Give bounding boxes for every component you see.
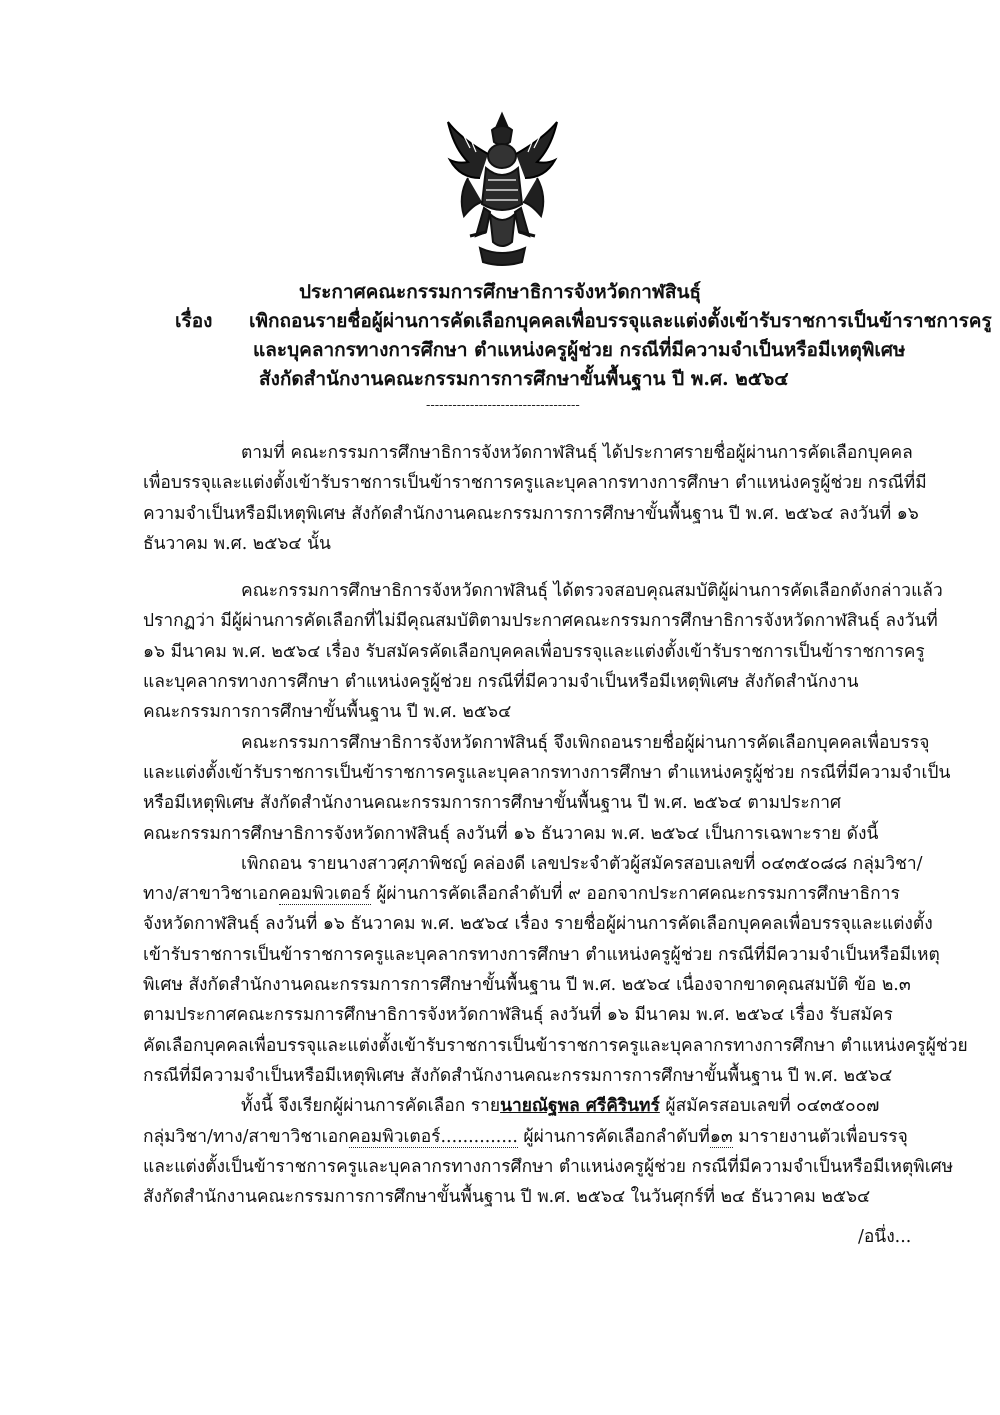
paragraph-line: และบุคลากรทางการศึกษา ตำแหน่งครูผู้ช่วย กรณีที่มีความจำเป็นหรือมีเหตุพิเศษ สังกัดสำนักงาน (143, 672, 859, 693)
header-divider: ----------------------------------- (426, 398, 580, 413)
candidate-name: นายณัฐพล ศรีคิรินทร์ (500, 1096, 660, 1117)
field-label: ทั้งนี้ จึงเรียกผู้ผ่านการคัดเลือก ราย (241, 1096, 501, 1117)
paragraph-summon (143, 1091, 954, 1212)
subject-line: สังกัดสำนักงานคณะกรรมการการศึกษาขั้นพื้นฐาน ปี พ.ศ. ๒๕๖๔ (259, 368, 789, 390)
paragraph-line: ๑๖ มีนาคม พ.ศ. ๒๕๖๔ เรื่อง รับสมัครคัดเลือกบุคคลเพื่อบรรจุและแต่งตั้งเข้ารับราชการเป็นข้าราชการครู (143, 641, 925, 662)
paragraph-line: กรณีที่มีความจำเป็นหรือมีเหตุพิเศษ สังกัดสำนักงานคณะกรรมการการศึกษาขั้นพื้นฐาน ปี พ.ศ. ๒๕๖๔ (143, 1065, 893, 1086)
paragraph-line: เข้ารับราชการเป็นข้าราชการครูและบุคลากรทางการศึกษา ตำแหน่งครูผู้ช่วย กรณีที่มีความจำเป็นหรือมีเหตุ (143, 944, 940, 965)
paragraph-line: ตามประกาศคณะกรรมการศึกษาธิการจังหวัดกาฬสินธุ์ ลงวันที่ ๑๖ มีนาคม พ.ศ. ๒๕๖๔ เรื่อง รับสมัคร (143, 1005, 893, 1026)
paragraph-line: คัดเลือกบุคคลเพื่อบรรจุและแต่งตั้งเข้ารับราชการเป็นข้าราชการครูและบุคลากรทางการศึกษา ตำแหน่งครูผู้ช่วย (143, 1035, 968, 1056)
field-label: ทาง/สาขาวิชาเอก (143, 884, 279, 905)
paragraph-line: คณะกรรมการศึกษาธิการจังหวัดกาฬสินธุ์ ได้ตรวจสอบคุณสมบัติผู้ผ่านการคัดเลือกดังกล่าวแล้ว (241, 581, 943, 602)
announcement-body (143, 438, 968, 1212)
paragraph-line (143, 1122, 938, 1152)
paragraph-revocation-detail (143, 849, 968, 1091)
subject-field-value: คอมพิวเตอร์.............. (348, 1126, 518, 1147)
paragraph-line: ความจำเป็นหรือมีเหตุพิเศษ สังกัดสำนักงานคณะกรรมการการศึกษาขั้นพื้นฐาน ปี พ.ศ. ๒๕๖๔ ลงวันที่ ๑๖ (143, 503, 919, 524)
paragraph-line (143, 879, 938, 909)
rank-field-value: ๑๓ (709, 1126, 733, 1147)
paragraph-line: สังกัดสำนักงานคณะกรรมการการศึกษาขั้นพื้นฐาน ปี พ.ศ. ๒๕๖๔ ในวันศุกร์ที่ ๒๔ ธันวาคม ๒๕๖๔ (143, 1187, 871, 1208)
paragraph-line (143, 1091, 938, 1121)
paragraph-line: คณะกรรมการการศึกษาขั้นพื้นฐาน ปี พ.ศ. ๒๕๖๔ (143, 702, 512, 723)
paragraph-line: เพื่อบรรจุและแต่งตั้งเข้ารับราชการเป็นข้าราชการครูและบุคลากรทางการศึกษา ตำแหน่งครูผู้ช่วย กรณีที่มี (143, 473, 927, 494)
paragraph-line: หรือมีเหตุพิเศษ สังกัดสำนักงานคณะกรรมการการศึกษาขั้นพื้นฐาน ปี พ.ศ. ๒๕๖๔ ตามประกาศ (143, 793, 842, 814)
field-label: มารายงานตัวเพื่อบรรจุ (732, 1126, 908, 1147)
paragraph-finding (143, 576, 943, 727)
paragraph-line: จังหวัดกาฬสินธุ์ ลงวันที่ ๑๖ ธันวาคม พ.ศ. ๒๕๖๔ เรื่อง รายชื่อผู้ผ่านการคัดเลือกบุคคลเพื่อบรรจุและแต่งตั้ง (143, 914, 933, 935)
paragraph-reference (143, 438, 938, 559)
continuation-marker: /อนึ่ง... (858, 1227, 912, 1247)
field-label: ผู้ผ่านการคัดเลือกลำดับที่ ๙ ออกจากประกาศคณะกรรมการศึกษาธิการ (370, 884, 900, 905)
paragraph-line: เพิกถอน รายนางสาวศุภาพิชญ์ คล่องดี เลขประจำตัวผู้สมัครสอบเลขที่ ๐๔๓๕๐๘๘ กลุ่มวิชา/ (241, 853, 923, 874)
field-label: ผู้สมัครสอบเลขที่ ๐๔๓๕๐๐๗ (659, 1096, 880, 1117)
field-label: ผู้ผ่านการคัดเลือกลำดับที่ (517, 1126, 710, 1147)
paragraph-line: ตามที่ คณะกรรมการศึกษาธิการจังหวัดกาฬสินธุ์ ได้ประกาศรายชื่อผู้ผ่านการคัดเลือกบุคคล (241, 443, 913, 463)
announcement-title: ประกาศคณะกรรมการศึกษาธิการจังหวัดกาฬสินธุ์ (298, 281, 702, 303)
subject-label: เรื่อง (175, 310, 213, 332)
subject-block (175, 307, 1000, 394)
paragraph-line: ธันวาคม พ.ศ. ๒๕๖๔ นั้น (143, 533, 331, 554)
paragraph-revocation-intro (143, 728, 951, 849)
paragraph-line: และแต่งตั้งเข้ารับราชการเป็นข้าราชการครูและบุคลากรทางการศึกษา ตำแหน่งครูผู้ช่วย กรณีที่มีความจำเป็น (143, 762, 951, 783)
paragraph-line: ปรากฏว่า มีผู้ผ่านการคัดเลือกที่ไม่มีคุณสมบัติตามประกาศคณะกรรมการศึกษาธิการจังหวัดกาฬสินธุ์ ลงวันที่ (143, 611, 938, 632)
paragraph-line: และแต่งตั้งเป็นข้าราชการครูและบุคลากรทางการศึกษา ตำแหน่งครูผู้ช่วย กรณีที่มีความจำเป็นหรือมีเหตุพิเศษ (143, 1156, 954, 1177)
subject-field-value: คอมพิวเตอร์ (278, 884, 371, 905)
field-label: กลุ่มวิชา/ทาง/สาขาวิชาเอก (143, 1126, 349, 1147)
subject-line: และบุคลากรทางการศึกษา ตำแหน่งครูผู้ช่วย กรณีที่มีความจำเป็นหรือมีเหตุพิเศษ (253, 339, 906, 361)
announcement-header (0, 278, 1000, 394)
paragraph-line: พิเศษ สังกัดสำนักงานคณะกรรมการการศึกษาขั้นพื้นฐาน ปี พ.ศ. ๒๕๖๔ เนื่องจากขาดคุณสมบัติ ข้อ ๒.๓ (143, 975, 911, 996)
paragraph-line: คณะกรรมการศึกษาธิการจังหวัดกาฬสินธุ์ ลงวันที่ ๑๖ ธันวาคม พ.ศ. ๒๕๖๔ เป็นการเฉพาะราย ดังนี้ (143, 823, 879, 844)
subject-line: เพิกถอนรายชื่อผู้ผ่านการคัดเลือกบุคคลเพื่อบรรจุและแต่งตั้งเข้ารับราชการเป็นข้าราชการครู (249, 310, 992, 332)
garuda-emblem-icon (440, 108, 565, 268)
paragraph-line: คณะกรรมการศึกษาธิการจังหวัดกาฬสินธุ์ จึงเพิกถอนรายชื่อผู้ผ่านการคัดเลือกบุคคลเพื่อบรรจุ (241, 732, 930, 753)
